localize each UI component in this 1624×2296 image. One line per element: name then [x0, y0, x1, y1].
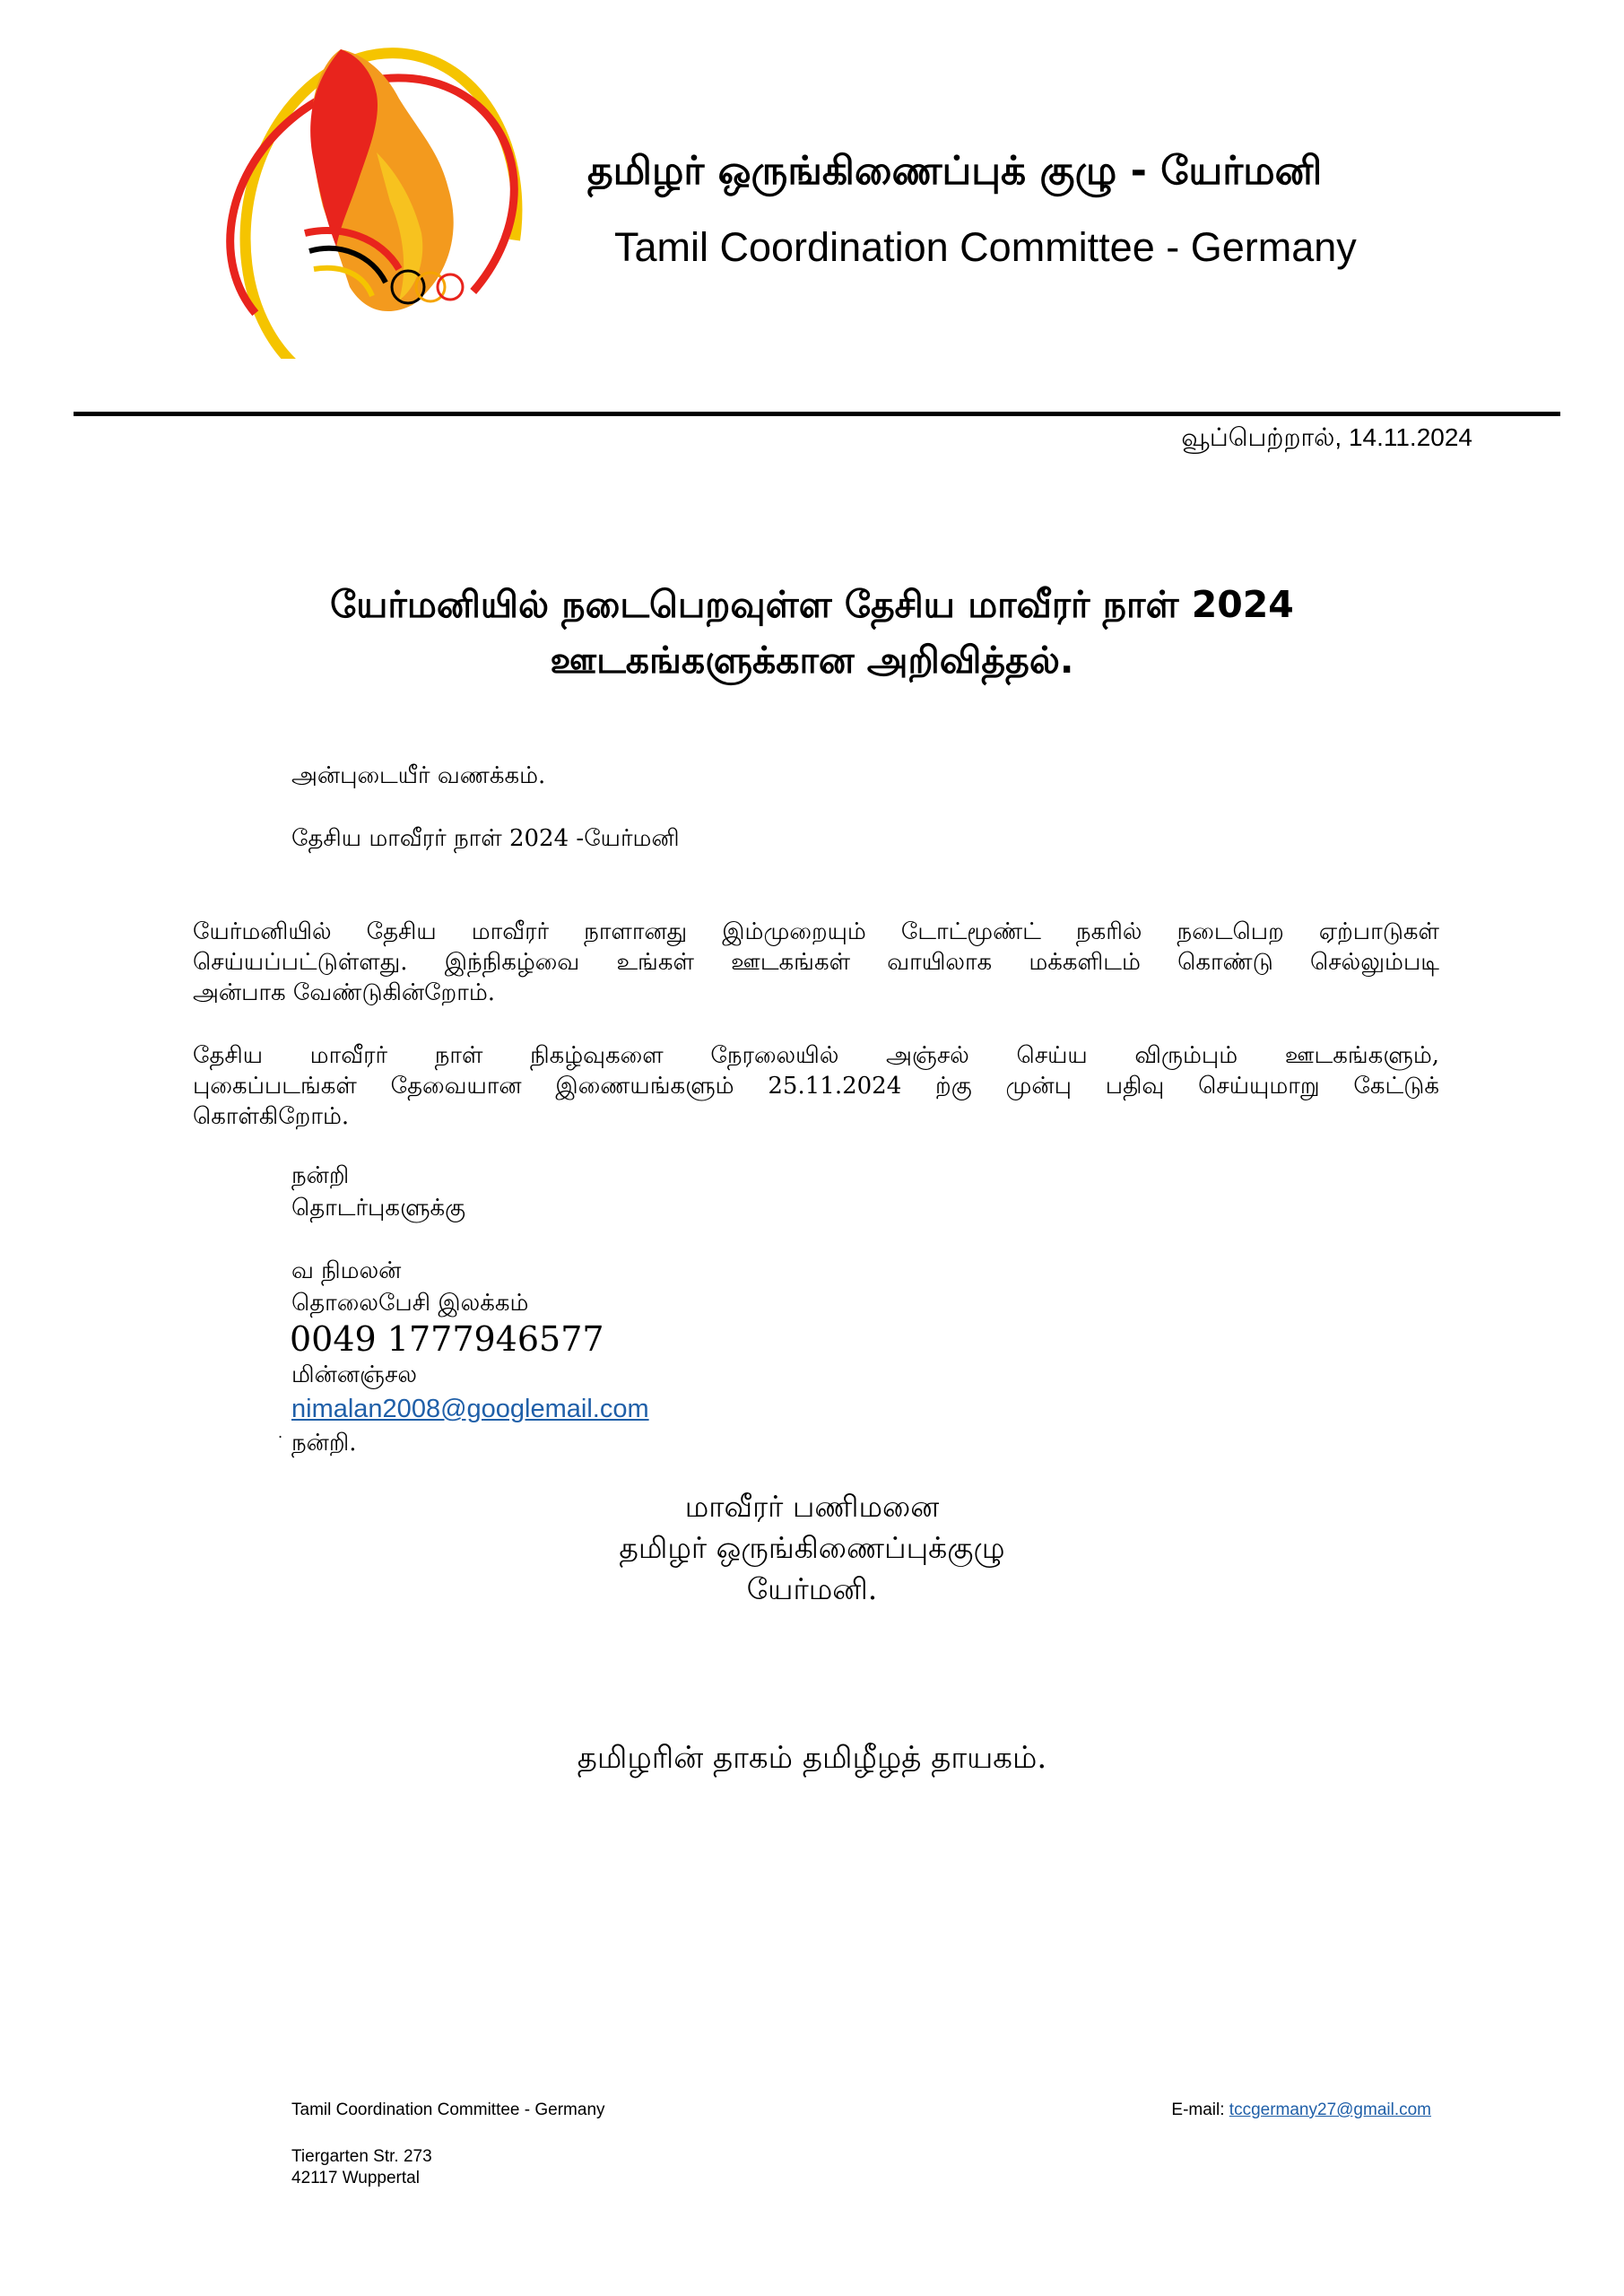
footer-city: 42117 Wuppertal — [291, 2169, 420, 2187]
signature-line1: மாவீரர் பணிமனை — [684, 1489, 940, 1524]
footer-email — [1171, 2100, 1431, 2120]
phone-number: 0049 1777946577 — [290, 1319, 604, 1359]
slogan: தமிழரின் தாகம் தமிழீழத் தாயகம். — [577, 1740, 1047, 1776]
document-title-line2: ஊடகங்களுக்கான அறிவித்தல். — [550, 639, 1074, 682]
signature-line3: யேர்மனி. — [746, 1571, 878, 1606]
email-label: மின்னஞ்சல — [291, 1361, 417, 1388]
footer-email-link[interactable]: tccgermany27@gmail.com — [1229, 2100, 1431, 2119]
paragraph-line: யேர்மனியில் தேசிய மாவீரர் நாளானது இம்முறையும் டோட்மூண்ட் நகரில் நடைபெற ஏற்பாடுகள் — [193, 918, 1439, 945]
contact-name: வ நிமலன் — [291, 1257, 402, 1284]
thanks-text: நன்றி — [291, 1162, 350, 1189]
paragraph-announcement — [193, 917, 1439, 1008]
header-divider — [74, 412, 1560, 416]
signature-line2: தமிழர் ஒருங்கிணைப்புக்குழு — [619, 1530, 1005, 1565]
organization-name-english: Tamil Coordination Committee - Germany — [614, 224, 1357, 270]
paragraph-line: புகைப்படங்கள் தேவையான இணையங்களும் 25.11.2024 ற்கு முன்பு பதிவு செய்யுமாறு கேட்டுக் — [193, 1073, 1439, 1100]
paragraph-line: அன்பாக வேண்டுகின்றோம். — [193, 979, 496, 1006]
paragraph-line: தேசிய மாவீரர் நாள் நிகழ்வுகளை நேரலையில் அஞ்சல் செய்ய விரும்பும் ஊடகங்களும், — [193, 1042, 1439, 1069]
footer-street: Tiergarten Str. 273 — [291, 2147, 432, 2166]
organization-logo — [206, 45, 565, 359]
contact-email-link[interactable]: nimalan2008@googlemail.com — [291, 1395, 649, 1423]
phone-label: தொலைபேசி இலக்கம் — [291, 1290, 529, 1317]
paragraph-line: கொள்கிறோம். — [193, 1103, 350, 1130]
organization-name-tamil: தமிழர் ஒருங்கிணைப்புக் குழு - யேர்மனி — [587, 148, 1323, 194]
paragraph-media-request — [193, 1040, 1439, 1132]
footer-email-label: E-mail: — [1171, 2100, 1229, 2119]
date-line: வூப்பெற்றால், 14.11.2024 — [1181, 423, 1472, 451]
paragraph-line: செய்யப்பட்டுள்ளது. இந்நிகழ்வை உங்கள் ஊடகங்கள் வாயிலாக மக்களிடம் கொண்டு செல்லும்படி — [193, 949, 1439, 976]
thanks-closing: நன்றி. — [291, 1430, 357, 1457]
greeting: அன்புடையீர் வணக்கம். — [291, 762, 546, 789]
footer-org: Tamil Coordination Committee - Germany — [291, 2100, 605, 2119]
contact-heading: தொடர்புகளுக்கு — [291, 1195, 466, 1222]
subject-line: தேசிய மாவீரர் நாள் 2024 -யேர்மனி — [291, 825, 680, 852]
stray-dot: . — [278, 1424, 283, 1441]
document-title-line1: யேர்மனியில் நடைபெறவுள்ள தேசிய மாவீரர் நாள் 2024 — [330, 583, 1294, 626]
